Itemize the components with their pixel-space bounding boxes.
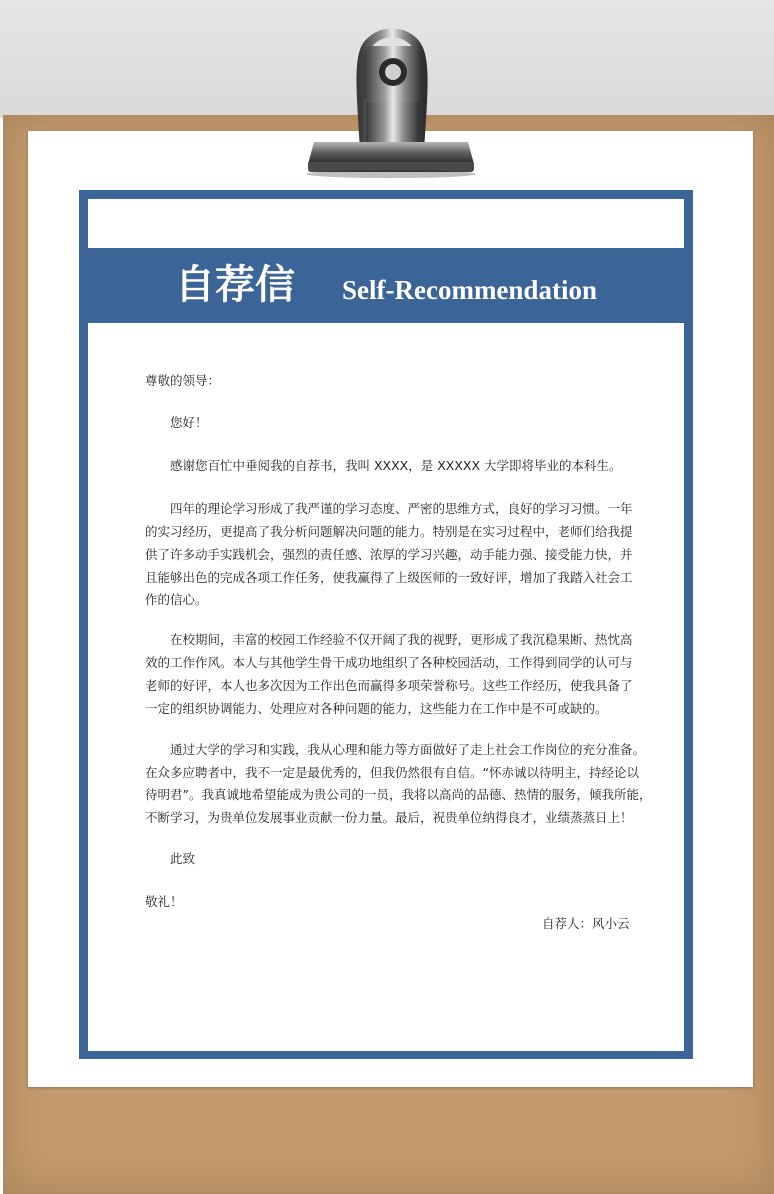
title-chinese: 自荐信 xyxy=(175,262,295,308)
signature: 自荐人：风小云 xyxy=(542,916,630,931)
paragraph-line: 不断学习，为贵单位发展事业贡献一份力量。最后，祝贵单位纳得良才，业绩蒸蒸日上！ xyxy=(145,810,633,825)
paragraph-line: 老师的好评，本人也多次因为工作出色而赢得多项荣誉称号。这些工作经历，使我具备了 xyxy=(145,678,633,693)
paragraph-line: 待明君”。我真诚地希望能成为贵公司的一员，我将以高尚的品德、热情的服务，倾我所能， xyxy=(145,787,652,802)
paragraph-line: 供了许多动手实践机会，强烈的责任感、浓厚的学习兴趣，动手能力强、接受能力快，并 xyxy=(145,547,633,562)
paragraph-line: 四年的理论学习形成了我严谨的学习态度、严密的思维方式，良好的学习习惯。一年 xyxy=(170,501,633,516)
paragraph-line: 感谢您百忙中垂阅我的自荐书，我叫 XXXX，是 XXXXX 大学即将毕业的本科生。 xyxy=(170,458,622,473)
paragraph-line: 通过大学的学习和实践，我从心理和能力等方面做好了走上社会工作岗位的充分准备。 xyxy=(170,742,646,757)
greeting: 您好！ xyxy=(170,415,208,430)
paragraph-line: 在众多应聘者中，我不一定是最优秀的，但我仍然很有自信。“怀赤诚以待明主，持经论以 xyxy=(145,765,639,780)
paragraph-line: 效的工作作风。本人与其他学生骨干成功地组织了各种校园活动，工作得到同学的认可与 xyxy=(145,655,633,670)
closing-line-1: 此致 xyxy=(170,851,196,866)
closing-line-2: 敬礼！ xyxy=(145,894,183,909)
paragraph-line: 的实习经历，更提高了我分析问题解决问题的能力。特别是在实习过程中，老师们给我提 xyxy=(145,524,633,539)
paragraph-line: 一定的组织协调能力、处理应对各种问题的能力，这些能力在工作中是不可或缺的。 xyxy=(145,701,608,716)
paragraph-line: 作的信心。 xyxy=(145,592,208,607)
paragraph-line: 且能够出色的完成各项工作任务，使我赢得了上级医师的一致好评，增加了我踏入社会工 xyxy=(145,570,633,585)
paragraph-line: 在校期间，丰富的校园工作经验不仅开阔了我的视野，更形成了我沉稳果断、热忱高 xyxy=(170,632,633,647)
salutation: 尊敬的领导： xyxy=(145,373,221,388)
binder-clip-icon xyxy=(296,24,486,184)
title-english: Self-Recommendation xyxy=(342,275,597,305)
